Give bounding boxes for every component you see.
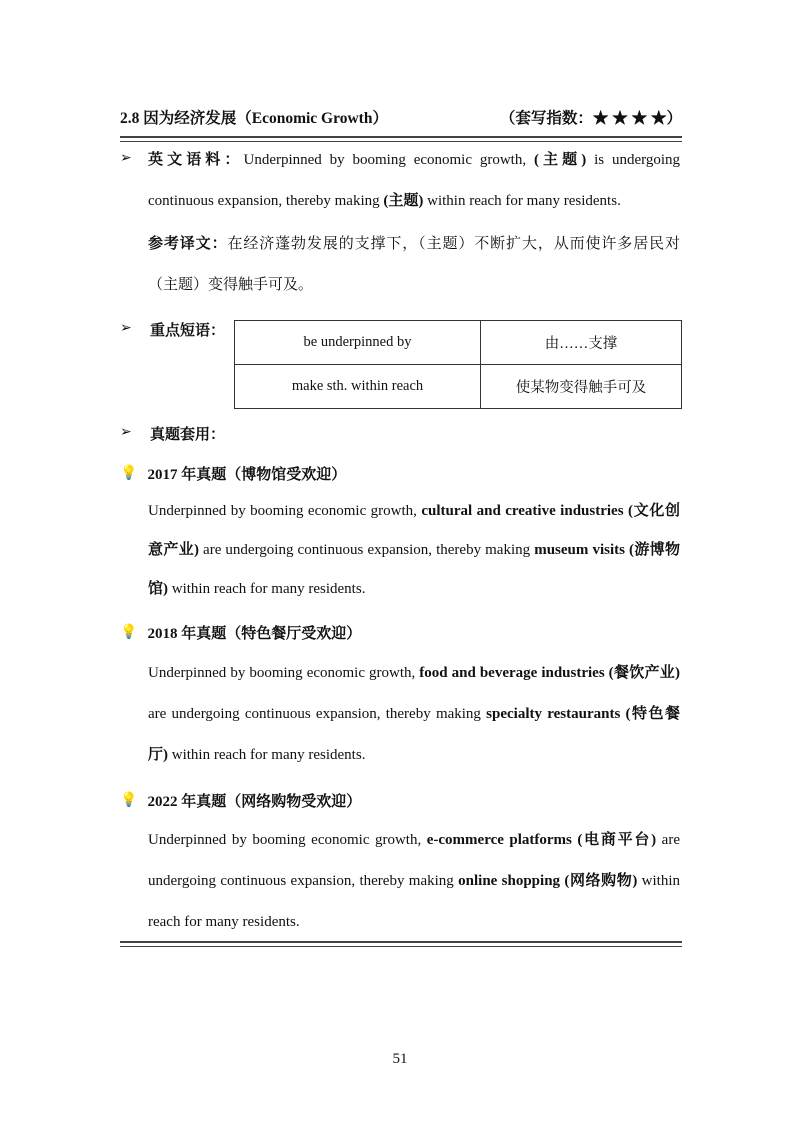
text-segment: Underpinned by booming economic growth, (243, 152, 534, 168)
phrase-zh: 使某物变得触手可及 (481, 365, 682, 409)
applied-label: 真题套用： (150, 427, 226, 443)
text-segment: Underpinned by booming economic growth, (148, 665, 420, 681)
section-title: 2.8 因为经济发展（Economic Growth） (120, 110, 388, 127)
example-paragraph (148, 820, 680, 943)
text-segment: are undergoing continuous expansion, thereby making (148, 832, 680, 889)
text-segment: is undergoing continuous expansion, thereby making (148, 152, 681, 209)
bold-phrase: museum visits (游博物馆) (148, 542, 681, 597)
section-heading (120, 106, 682, 128)
text-segment: within reach for many residents. (148, 873, 681, 930)
corpus-paragraph (148, 140, 680, 222)
bold-phrase: e-commerce platforms (电商平台) (426, 832, 657, 848)
arrow-bullet-icon: ➢ (120, 425, 132, 440)
phrase-en: be underpinned by (235, 321, 481, 365)
phrase-en: make sth. within reach (235, 365, 481, 409)
phrase-zh: 由……支撑 (481, 321, 682, 365)
text-segment: are undergoing continuous expansion, thereby making (198, 542, 535, 558)
bold-phrase: food and beverage industries (餐饮产业) (419, 665, 680, 681)
text-segment: within reach for many residents. (423, 193, 621, 209)
lightbulb-icon: 💡 (120, 466, 138, 481)
text-segment: Underpinned by booming economic growth, (148, 832, 427, 848)
example-title: 2018 年真题（特色餐厅受欢迎） (147, 626, 362, 642)
example-paragraph (148, 492, 680, 609)
translation-text: 在经济蓬勃发展的支撑下，（主题）不断扩大，从而使许多居民对（主题）变得触手可及。 (148, 236, 680, 293)
bold-phrase: (主题) (533, 152, 587, 168)
example-paragraph (148, 653, 680, 776)
example-title: 2022 年真题（网络购物受欢迎） (147, 794, 362, 810)
translation-paragraph (148, 224, 680, 306)
corpus-label: 英文语料： (148, 152, 244, 168)
page-number: 51 (392, 1051, 408, 1067)
arrow-bullet-icon: ➢ (120, 321, 132, 336)
phrases-table (234, 320, 682, 409)
divider-bottom (120, 941, 682, 947)
example-title: 2017 年真题（博物馆受欢迎） (147, 467, 347, 483)
bold-phrase: online shopping (网络购物) (458, 873, 638, 889)
bold-phrase: cultural and creative industries (文化创意产业) (148, 503, 680, 558)
example-heading (120, 622, 361, 643)
text-segment: within reach for many residents. (168, 747, 366, 763)
bold-phrase: (主题) (383, 193, 424, 209)
arrow-bullet-icon: ➢ (120, 151, 132, 166)
lightbulb-icon: 💡 (120, 625, 138, 640)
translation-label: 参考译文： (148, 236, 228, 252)
example-heading (120, 790, 361, 811)
text-segment: within reach for many residents. (168, 581, 366, 597)
phrases-label: 重点短语： (150, 323, 226, 339)
rating: （套写指数：★ ★ ★ ★） (499, 110, 682, 127)
lightbulb-icon: 💡 (120, 793, 138, 808)
bold-phrase: specialty restaurants (特色餐厅) (148, 706, 680, 763)
text-segment: are undergoing continuous expansion, thereby making (148, 706, 487, 722)
example-heading (120, 463, 346, 484)
table-row (235, 321, 682, 365)
table-row (235, 365, 682, 409)
text-segment: Underpinned by booming economic growth, (148, 503, 422, 519)
